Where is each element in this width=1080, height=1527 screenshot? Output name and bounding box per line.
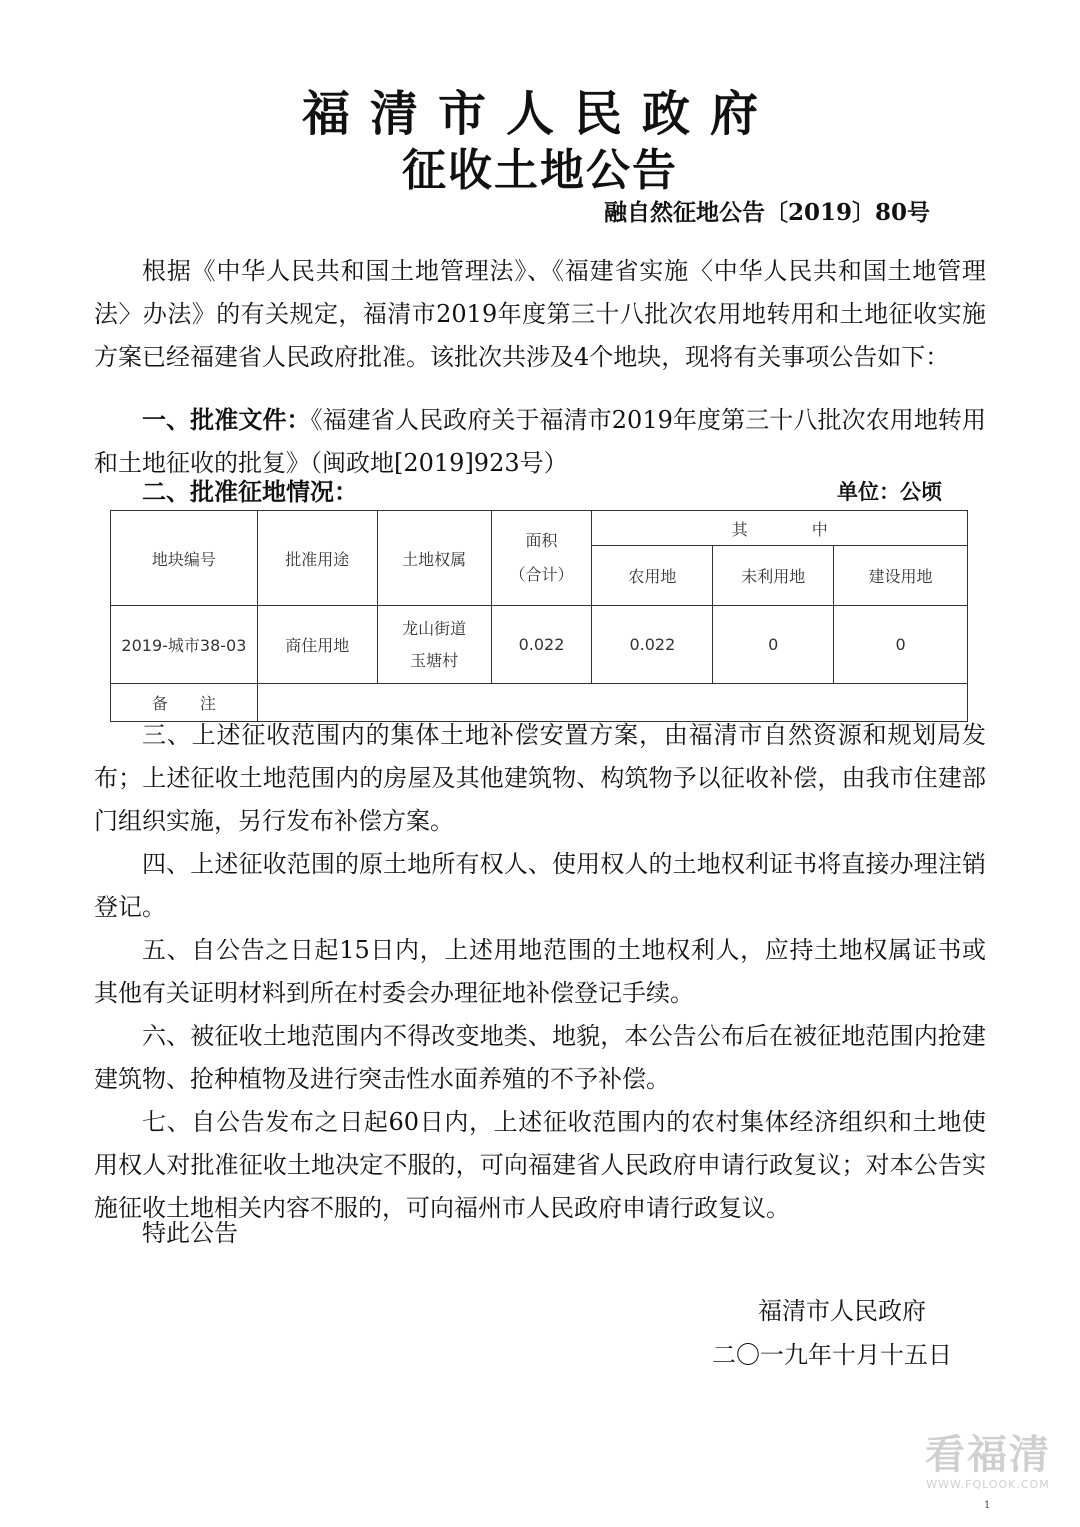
table-header-row — [111, 511, 968, 546]
intro-text: 根据《中华人民共和国土地管理法》、《福建省实施〈中华人民共和国土地管理法〉办法》的有关规定，福清市2019年度第三十八批次农用地转用和土地征收实施方案已经福建省人民政府批准。该批次共涉及4个地块，现将有关事项公告如下： — [94, 257, 986, 371]
cell-ownership — [377, 606, 491, 684]
header-area-line1: 面积 — [525, 531, 558, 550]
paragraph-item-3: 三、上述征收范围内的集体土地补偿安置方案，由福清市自然资源和规划局发布；上述征收土地范围内的房屋及其他建筑物、构筑物予以征收补偿，由我市住建部门组织实施，另行发布补偿方案。 — [94, 721, 986, 835]
closing-phrase: 特此公告 — [142, 1219, 238, 1247]
header-farmland: 农用地 — [592, 546, 713, 606]
header-purpose: 批准用途 — [257, 511, 377, 606]
cell-unused: 0 — [713, 606, 834, 684]
header-among: 其 中 — [592, 511, 968, 546]
table-row — [111, 606, 968, 684]
paragraph-item-5: 五、自公告之日起15日内，上述用地范围的土地权利人，应持土地权属证书或其他有关证明材料到所在村委会办理征地补偿登记手续。 — [94, 936, 986, 1007]
section1-label: 一、批准文件： — [142, 405, 311, 434]
section2-label: 二、批准征地情况： — [142, 477, 358, 506]
watermark-url: WWW.FQLOOK.COM — [926, 1478, 1050, 1491]
paragraph-item-4: 四、上述征收范围的原土地所有权人、使用权人的土地权利证书将直接办理注销登记。 — [94, 850, 986, 921]
document-number: 融自然征地公告〔2019〕80号 — [603, 199, 930, 226]
header-parcel-id: 地块编号 — [111, 511, 258, 606]
header-area-line2: （合计） — [509, 565, 574, 584]
watermark-logo-text: 看福清 — [925, 1432, 1051, 1478]
cell-ownership-line2: 玉塘村 — [410, 650, 459, 670]
cell-ownership-line1: 龙山街道 — [402, 618, 467, 638]
remark-label: 备 注 — [111, 684, 258, 722]
signature-date: 二〇一九年十月十五日 — [712, 1341, 952, 1369]
section-approval-document — [94, 398, 986, 485]
notice-title: 征收土地公告 — [402, 145, 678, 196]
cell-construction: 0 — [834, 606, 968, 684]
intro-paragraph — [94, 250, 986, 379]
header-construction: 建设用地 — [834, 546, 968, 606]
signature-org: 福清市人民政府 — [758, 1297, 926, 1325]
section-approved-land — [142, 474, 942, 510]
cell-parcel-id: 2019-城市38-03 — [111, 606, 258, 684]
land-table — [110, 510, 968, 722]
paragraph-item-6: 六、被征收土地范围内不得改变地类、地貌，本公告公布后在被征地范围内抢建建筑物、抢种植物及进行突击性水面养殖的不予补偿。 — [94, 1022, 986, 1093]
paragraph-item-7: 七、自公告发布之日起60日内，上述征收范围内的农村集体经济组织和土地使用权人对批准征收土地决定不服的，可向福建省人民政府申请行政复议；对本公告实施征收土地相关内容不服的，可向福州市人民政府申请行政复议。 — [94, 1108, 986, 1222]
cell-purpose: 商住用地 — [257, 606, 377, 684]
section1-text: 《福建省人民政府关于福清市2019年度第三十八批次农用地转用和土地征收的批复》（闽政地[2019]923号） — [94, 406, 987, 477]
header-area — [491, 511, 592, 606]
unit-label: 单位：公顷 — [837, 479, 942, 504]
cell-farmland: 0.022 — [592, 606, 713, 684]
header-ownership: 土地权属 — [377, 511, 491, 606]
notice-title-org: 福清市人民政府 — [301, 86, 778, 142]
notice-items — [94, 714, 986, 1230]
site-watermark — [918, 1432, 1058, 1492]
cell-area: 0.022 — [491, 606, 592, 684]
header-unused: 未利用地 — [713, 546, 834, 606]
page-number: 1 — [984, 1500, 991, 1511]
